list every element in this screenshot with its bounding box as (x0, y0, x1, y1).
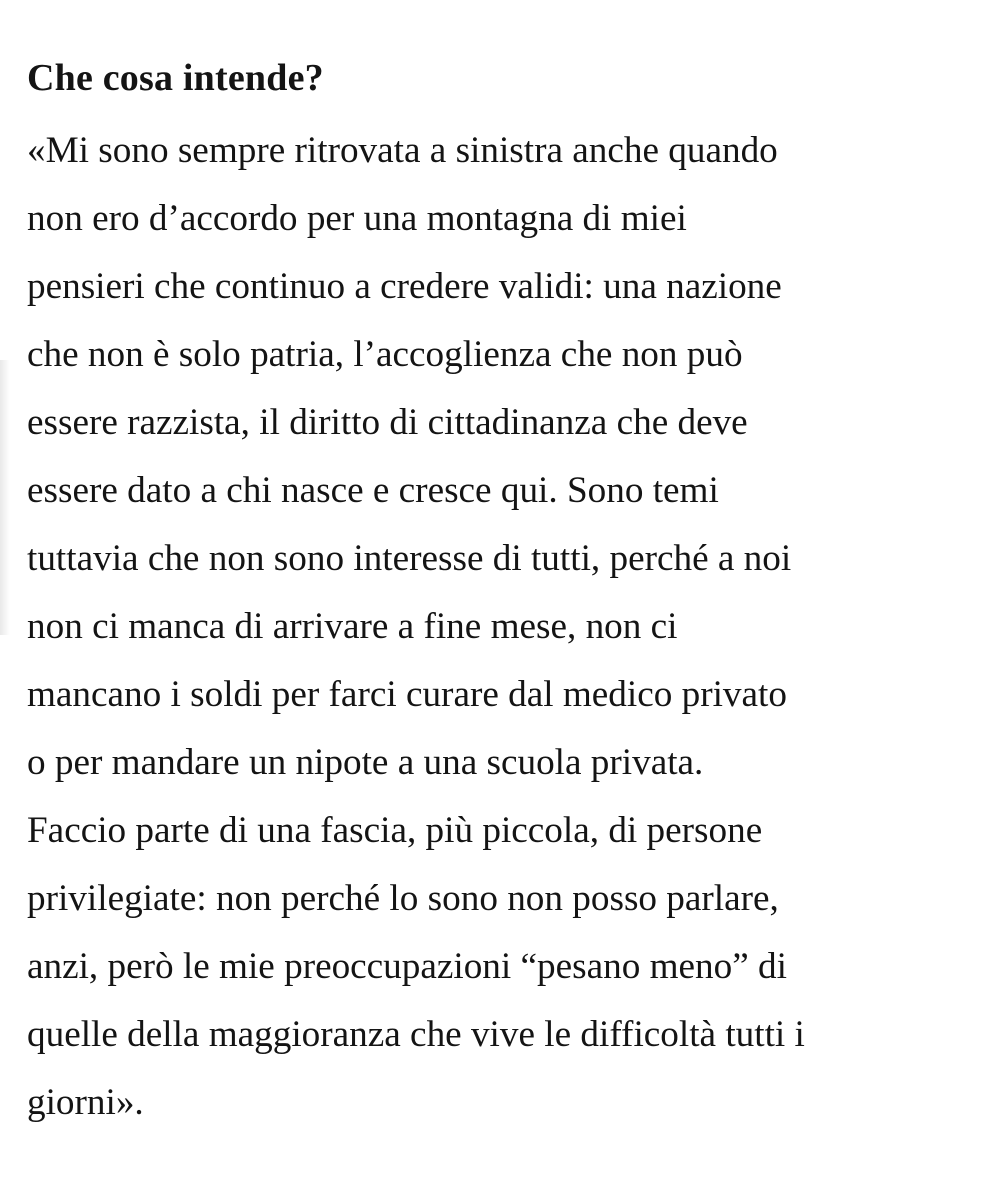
paragraph-line: essere razzista, il diritto di cittadinanza che deve (27, 402, 748, 443)
paragraph-line: non ero d’accordo per una montagna di miei (27, 198, 687, 239)
paragraph-line: o per mandare un nipote a una scuola privata. (27, 742, 704, 783)
paragraph-line: anzi, però le mie preoccupazioni “pesano meno” di (27, 946, 787, 987)
paragraph-line: non ci manca di arrivare a fine mese, non ci (27, 606, 678, 647)
paragraph-line: mancano i soldi per farci curare dal medico privato (27, 674, 787, 715)
paragraph-line: giorni». (27, 1082, 144, 1123)
article-excerpt (27, 50, 987, 1137)
page-edge-shadow (0, 360, 10, 635)
paragraph-line: essere dato a chi nasce e cresce qui. Sono temi (27, 470, 719, 511)
paragraph-line: «Mi sono sempre ritrovata a sinistra anche quando (27, 130, 778, 171)
quote-paragraph (27, 117, 987, 1137)
paragraph-line: tuttavia che non sono interesse di tutti, perché a noi (27, 538, 792, 579)
paragraph-line: Faccio parte di una fascia, più piccola, di persone (27, 810, 763, 851)
paragraph-line: privilegiate: non perché lo sono non posso parlare, (27, 878, 779, 919)
paragraph-line: che non è solo patria, l’accoglienza che non può (27, 334, 743, 375)
paragraph-line: pensieri che continuo a credere validi: una nazione (27, 266, 782, 307)
section-heading: Che cosa intende? (27, 57, 324, 99)
paragraph-line: quelle della maggioranza che vive le difficoltà tutti i (27, 1014, 805, 1055)
